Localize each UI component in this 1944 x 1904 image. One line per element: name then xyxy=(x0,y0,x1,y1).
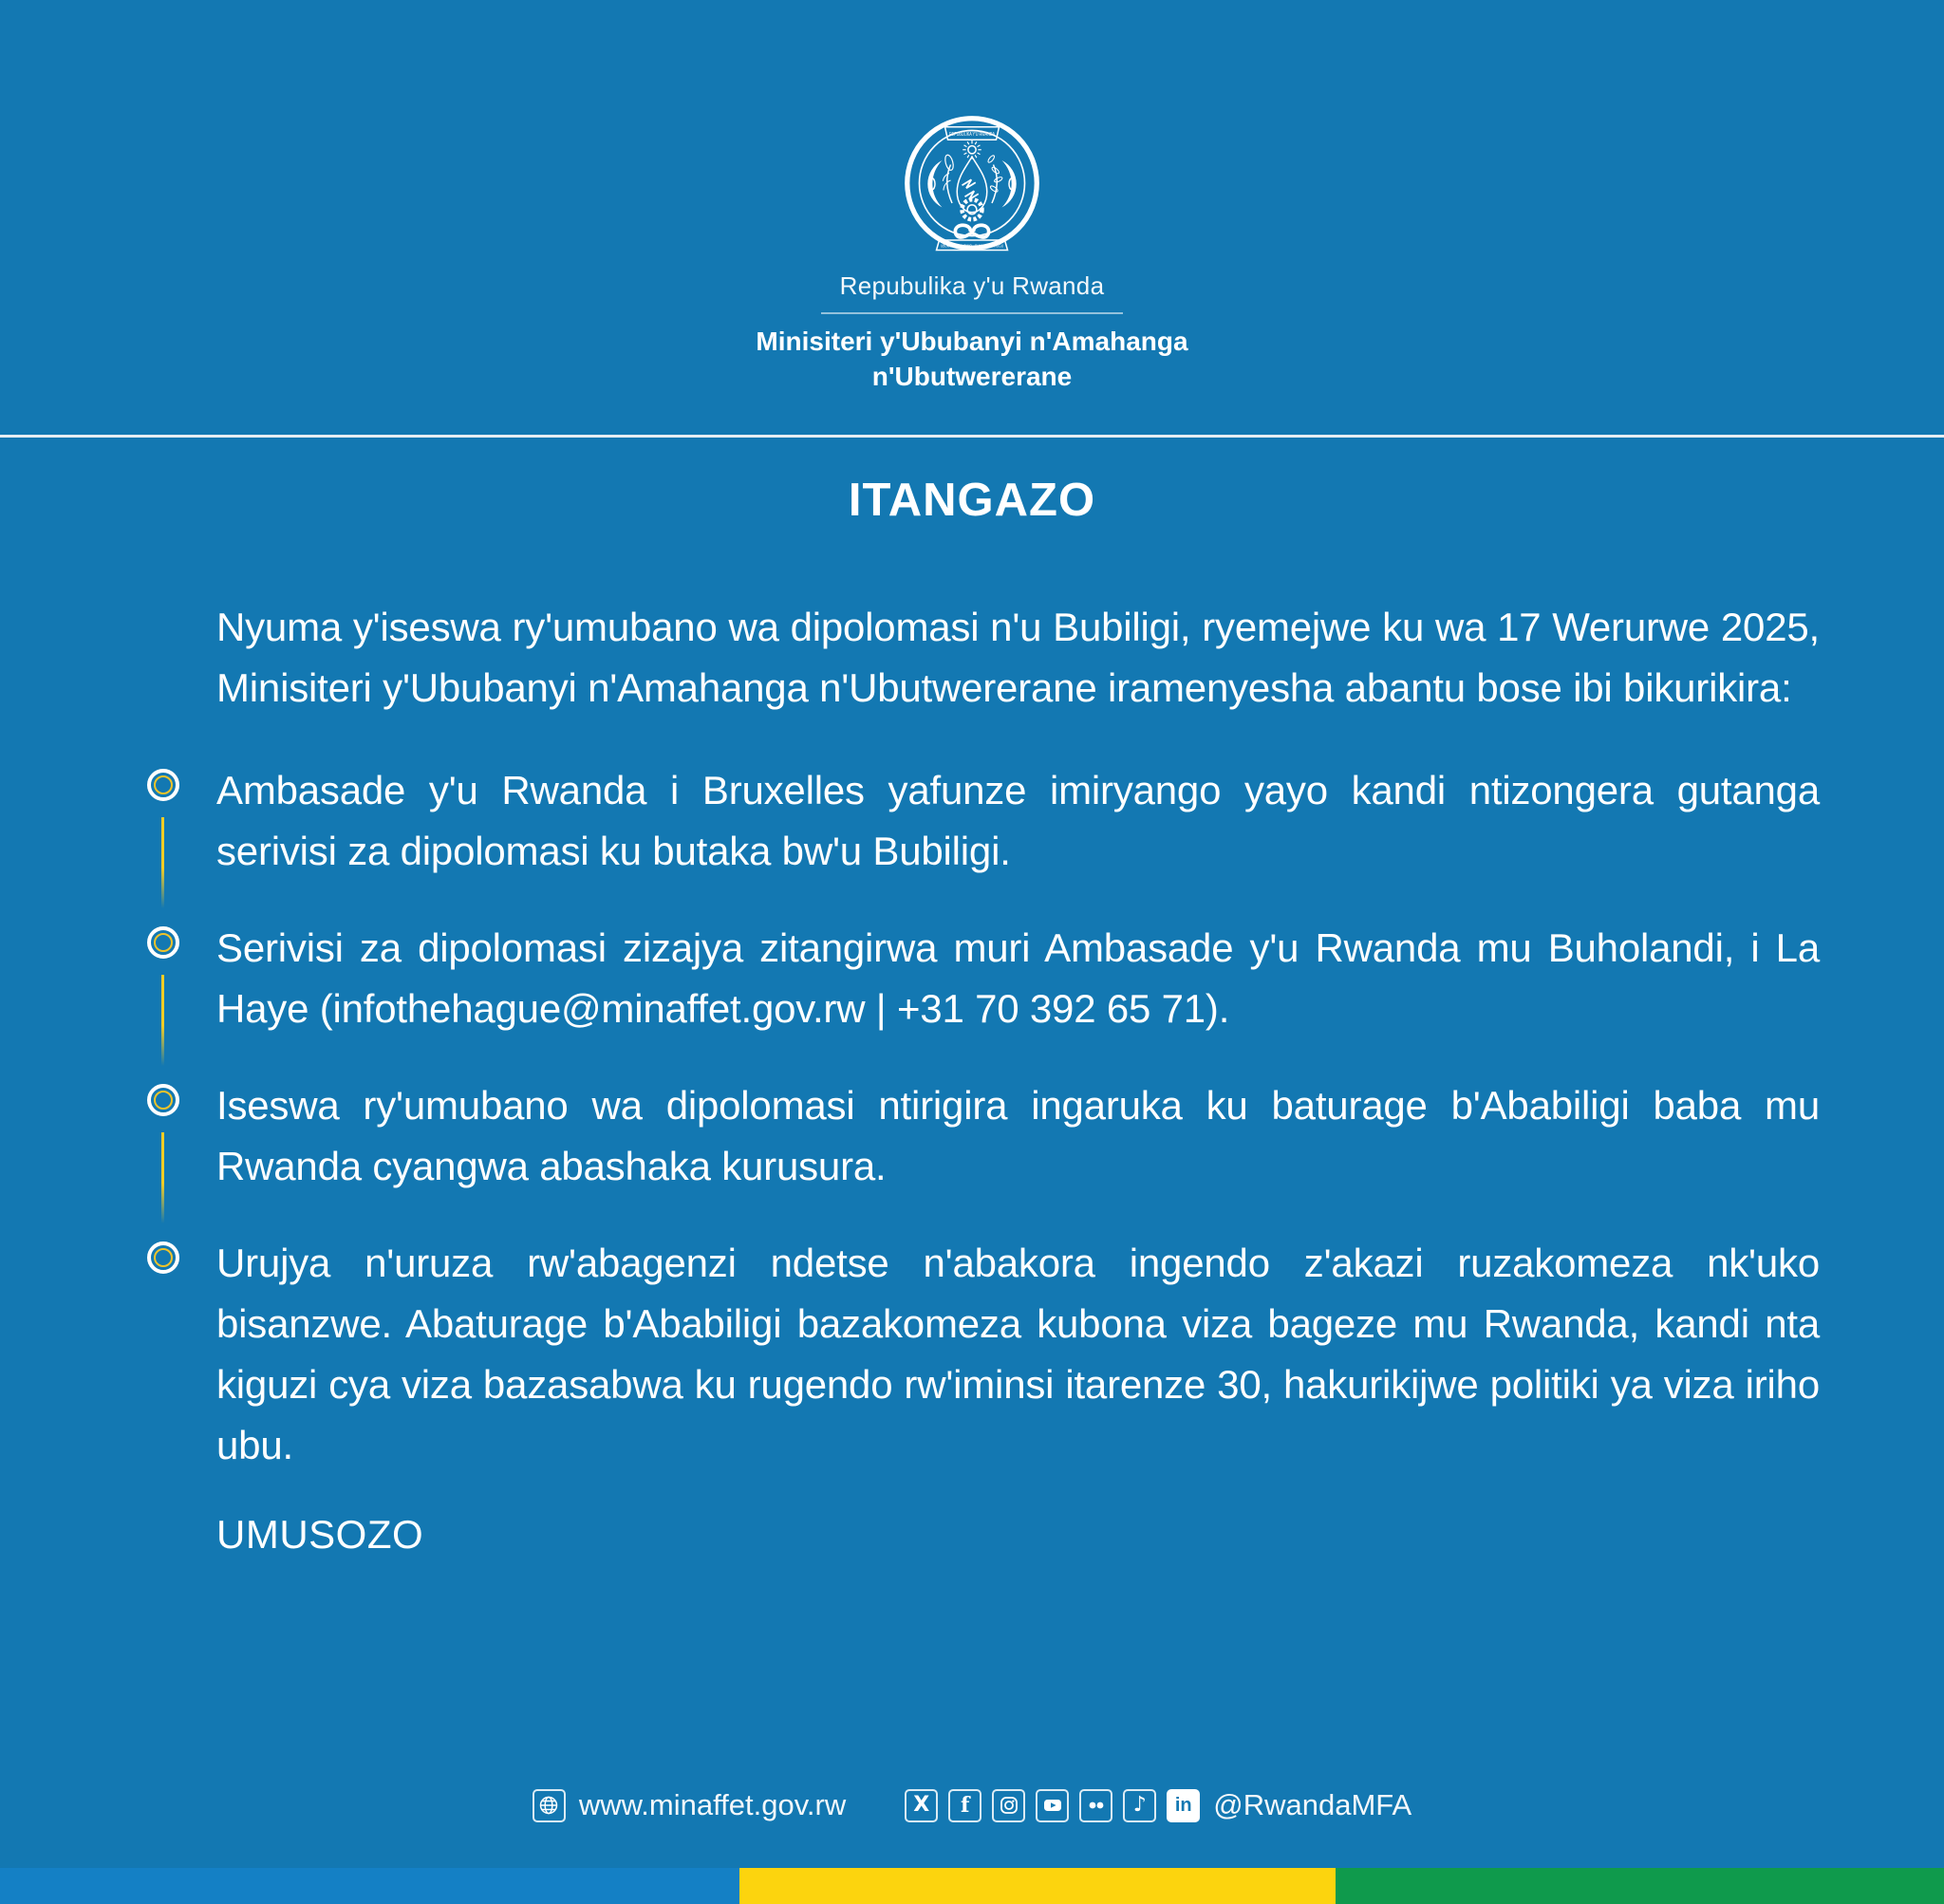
bullet-marker xyxy=(147,1075,216,1116)
flickr-icon xyxy=(1079,1789,1112,1822)
social-icons xyxy=(905,1789,1200,1822)
list-item xyxy=(147,918,1820,1039)
flag-stripe xyxy=(0,1868,1944,1904)
intro-paragraph: Nyuma y'iseswa ry'umubano wa dipolomasi n'u Bubiligi, ryemejwe ku wa 17 Werurwe 2025, Minisiteri y'Ububanyi n'Amahanga n'Ubutwererane iramenyesha abantu bose ibi bikurikira: xyxy=(216,605,1820,710)
facebook-icon: f xyxy=(948,1789,981,1822)
bullet-text: Ambasade y'u Rwanda i Bruxelles yafunze imiryango yayo kandi ntizongera gutanga serivisi za dipolomasi ku butaka bw'u Bubiligi. xyxy=(216,768,1820,873)
flag-stripe-blue xyxy=(0,1868,739,1904)
bullet-icon-inner xyxy=(154,1091,173,1110)
ministry-name xyxy=(0,324,1944,394)
bullet-icon xyxy=(147,1084,179,1116)
bullet-icon xyxy=(147,769,179,801)
emblem-top-ribbon-text: REPUBULIKA Y'U RWANDA xyxy=(949,131,996,138)
announcement-body xyxy=(147,597,1820,1558)
republic-name: Repubulika y'u Rwanda xyxy=(839,271,1105,300)
bullet-marker xyxy=(147,760,216,801)
ministry-name-line2: n'Ubutwererane xyxy=(871,362,1073,391)
bullet-tail-line xyxy=(161,975,164,1066)
footer xyxy=(0,1788,1944,1822)
website-group xyxy=(533,1788,846,1822)
social-handle: @RwandaMFA xyxy=(1213,1788,1412,1821)
youtube-icon xyxy=(1036,1789,1069,1822)
bullet-icon-inner xyxy=(154,933,173,952)
bullet-text: Urujya n'uruza rw'abagenzi ndetse n'abakora ingendo z'akazi ruzakomeza nk'uko bisanzwe. Abaturage b'Ababiligi bazakomeza kubona viza bageze mu Rwanda, kandi nta kiguzi cya viza bazasabwa ku rugendo rw'iminsi itarenze 30, hakurikijwe politiki ya viza iriho ubu. xyxy=(216,1241,1820,1467)
closing-word: UMUSOZO xyxy=(216,1512,424,1557)
list-item xyxy=(147,1233,1820,1476)
header-divider xyxy=(821,312,1123,314)
bullet-text: Iseswa ry'umubano wa dipolomasi ntirigira ingaruka ku baturage b'Ababiligi baba mu Rwanda cyangwa abashaka kurusura. xyxy=(216,1083,1820,1188)
bullet-tail-line xyxy=(161,1132,164,1223)
bullet-icon-inner xyxy=(154,1248,173,1267)
flag-stripe-green xyxy=(1336,1868,1944,1904)
emblem-bottom-ribbon-text: UBUMWE - UMURIMO - GUKUNDA IGIHUGU xyxy=(941,243,1003,249)
announcement-title: ITANGAZO xyxy=(848,475,1096,526)
bullet-icon xyxy=(147,926,179,959)
bullet-marker xyxy=(147,1233,216,1274)
website-url: www.minaffet.gov.rw xyxy=(578,1788,847,1821)
tiktok-icon: ♪ xyxy=(1123,1789,1156,1822)
bullet-tail-line xyxy=(161,817,164,908)
globe-icon xyxy=(533,1789,566,1822)
header xyxy=(0,0,1944,394)
list-item xyxy=(147,1075,1820,1197)
bullet-marker xyxy=(147,918,216,959)
linkedin-icon: in xyxy=(1167,1789,1200,1822)
flag-stripe-yellow xyxy=(739,1868,1336,1904)
x-icon: X xyxy=(905,1789,938,1822)
bullet-icon xyxy=(147,1241,179,1274)
ministry-name-line1: Minisiteri y'Ububanyi n'Amahanga xyxy=(756,327,1188,356)
header-rule xyxy=(0,435,1944,438)
bullet-icon-inner xyxy=(154,775,173,794)
list-item xyxy=(147,760,1820,882)
instagram-icon xyxy=(992,1789,1025,1822)
bullet-text: Serivisi za dipolomasi zizajya zitangirwa muri Ambasade y'u Rwanda mu Buholandi, i La Haye (infothehague@minaffet.gov.rw | +31 70 392 65 71). xyxy=(216,925,1820,1031)
rwanda-coat-of-arms xyxy=(901,112,1043,254)
